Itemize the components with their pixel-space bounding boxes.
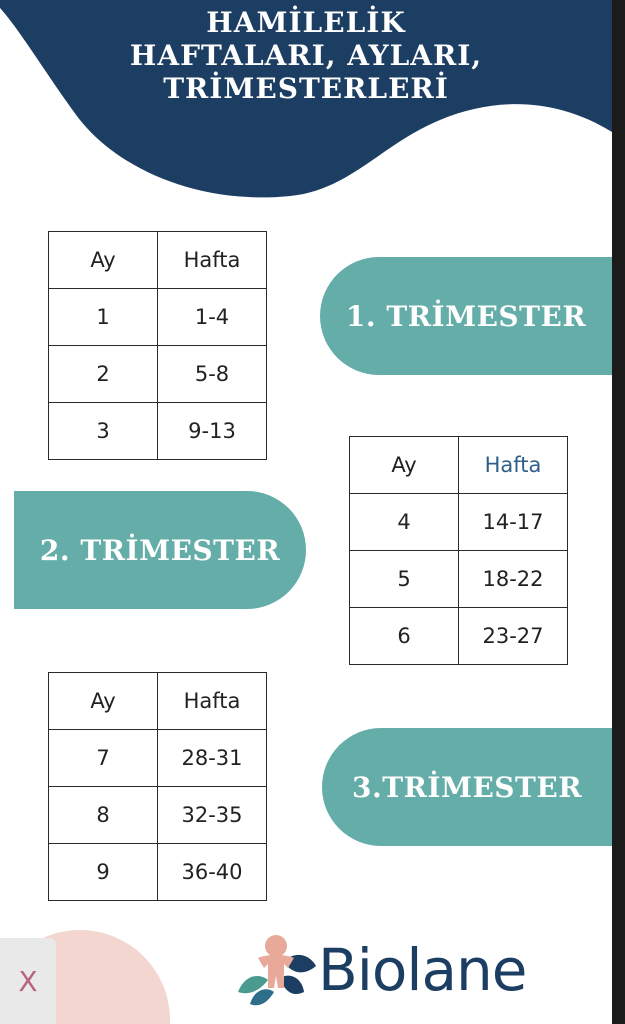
- week-cell: 18-22: [459, 551, 568, 608]
- title-line-3: TRİMESTERLERİ: [163, 72, 449, 105]
- close-button[interactable]: [0, 938, 56, 1024]
- table-row: [350, 608, 568, 665]
- month-cell: 5: [350, 551, 459, 608]
- month-cell: 7: [49, 730, 158, 787]
- week-cell: 23-27: [459, 608, 568, 665]
- page-title: [0, 6, 612, 105]
- week-header: Hafta: [459, 437, 568, 494]
- weeks-table-trimester-1: [48, 231, 267, 460]
- title-line-1: HAMİLELİK: [206, 6, 406, 39]
- month-cell: 8: [49, 787, 158, 844]
- week-cell: 9-13: [158, 403, 267, 460]
- month-cell: 1: [49, 289, 158, 346]
- table-header-row: [49, 232, 267, 289]
- close-icon: X: [18, 964, 38, 998]
- week-cell: 14-17: [459, 494, 568, 551]
- month-cell: 6: [350, 608, 459, 665]
- trimester-3-label: 3.TRİMESTER: [352, 770, 582, 804]
- week-cell: 32-35: [158, 787, 267, 844]
- table-row: [49, 730, 267, 787]
- trimester-3-banner: [322, 728, 612, 846]
- week-cell: 1-4: [158, 289, 267, 346]
- month-cell: 4: [350, 494, 459, 551]
- trimester-1-label: 1. TRİMESTER: [345, 299, 587, 333]
- baby-leaf-logo-icon: [228, 922, 324, 1018]
- week-cell: 28-31: [158, 730, 267, 787]
- table-row: [49, 403, 267, 460]
- table-header-row: [49, 673, 267, 730]
- weeks-table-trimester-3: [48, 672, 267, 901]
- table-row: [49, 346, 267, 403]
- brand-name: Biolane: [318, 936, 527, 1004]
- month-cell: 2: [49, 346, 158, 403]
- right-edge-strip: [612, 0, 625, 1024]
- month-header: Ay: [350, 437, 459, 494]
- biolane-logo: [228, 922, 588, 1018]
- trimester-2-banner: [14, 491, 306, 609]
- table-row: [49, 289, 267, 346]
- trimester-2-label: 2. TRİMESTER: [39, 533, 281, 567]
- week-cell: 36-40: [158, 844, 267, 901]
- table-row: [350, 494, 568, 551]
- weeks-table-trimester-2: [349, 436, 568, 665]
- week-cell: 5-8: [158, 346, 267, 403]
- title-line-2: HAFTALARI, AYLARI,: [129, 39, 483, 72]
- month-header: Ay: [49, 673, 158, 730]
- table-row: [49, 844, 267, 901]
- week-header: Hafta: [158, 673, 267, 730]
- month-header: Ay: [49, 232, 158, 289]
- table-row: [49, 787, 267, 844]
- table-row: [350, 551, 568, 608]
- month-cell: 3: [49, 403, 158, 460]
- month-cell: 9: [49, 844, 158, 901]
- table-header-row: [350, 437, 568, 494]
- week-header: Hafta: [158, 232, 267, 289]
- trimester-1-banner: [320, 257, 612, 375]
